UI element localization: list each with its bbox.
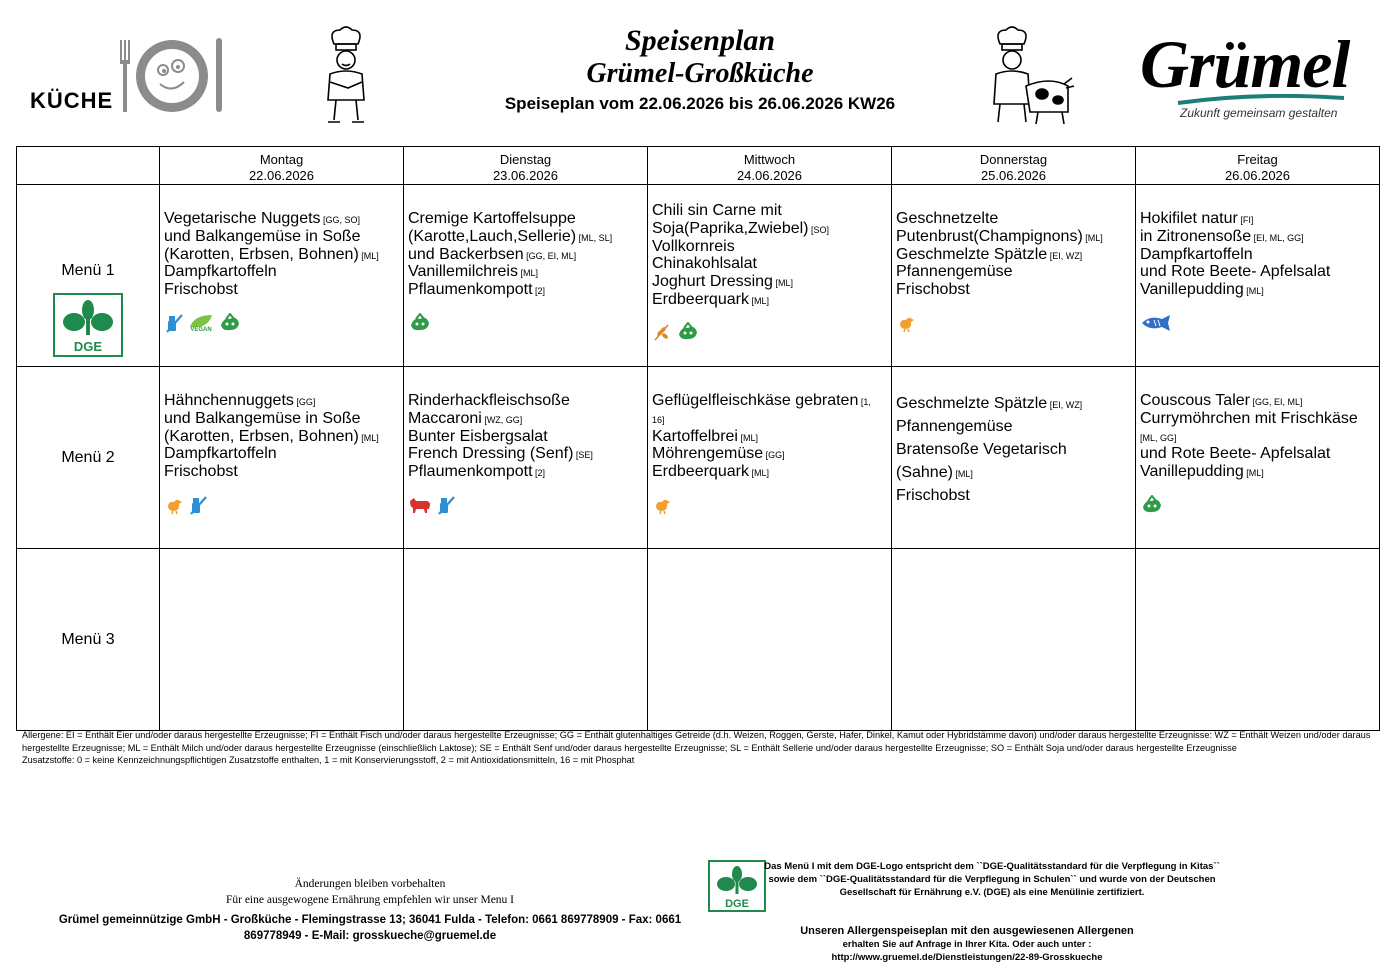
meal-cell	[160, 549, 404, 731]
dish-line	[652, 203, 887, 221]
day-date: 25.06.2026	[980, 168, 1047, 183]
vegan-icon	[188, 313, 214, 338]
meal-cell	[404, 367, 648, 549]
dish-text: Vanillemilchreis	[408, 263, 518, 281]
dish-line	[652, 274, 887, 292]
allergen-plan-text: Unseren Allergenspeiseplan mit den ausgewiesenen Allergenen	[800, 925, 1134, 937]
menu-label-cell	[17, 549, 160, 731]
dish-line	[408, 282, 643, 300]
allergen-code: [ML]	[748, 295, 769, 306]
dish-line	[896, 282, 1131, 300]
kueche-label: KÜCHE	[30, 88, 114, 113]
allergen-code: [ML, SL]	[576, 232, 613, 243]
dish-text: Bunter Eisbergsalat	[408, 427, 548, 445]
dish-line	[652, 221, 887, 239]
dish-text: Rinderhackfleischsoße	[408, 392, 570, 409]
dish-line	[896, 416, 1131, 439]
allergen-request-text: erhalten Sie auf Anfrage in Ihrer Kita. Oder auch unter :	[842, 939, 1092, 950]
dish-line	[1140, 429, 1375, 447]
allergen-code: [ML]	[1082, 232, 1103, 243]
dish-line	[408, 211, 643, 229]
brand-tagline: Zukunft gemeinsam gestalten	[1180, 106, 1338, 120]
dish-text: Frischobst	[164, 281, 238, 299]
gruemel-logo	[1140, 26, 1366, 122]
allergen-code: [ML]	[748, 468, 769, 479]
day-header	[1136, 147, 1380, 185]
day-header	[404, 147, 648, 185]
dish-line	[1140, 211, 1375, 229]
dish-text: Chinakohlsalat	[652, 255, 757, 273]
dish-text: Vegetarische Nuggets	[164, 210, 321, 227]
allergen-code: [GG]	[293, 397, 316, 407]
chef-cow-illustration-icon	[980, 24, 1076, 128]
menu-row	[17, 549, 1380, 731]
dish-line	[164, 411, 399, 429]
allergen-code: [SE]	[573, 450, 593, 461]
day-date: 26.06.2026	[1224, 168, 1291, 183]
allergen-plan-note	[764, 924, 1170, 964]
dish-line	[1140, 247, 1375, 265]
dish-line	[1140, 282, 1375, 300]
dish-line	[652, 393, 887, 411]
allergen-code: [ML]	[1243, 286, 1264, 297]
meal-cell	[892, 549, 1136, 731]
dish-text: Putenbrust(Champignons)	[896, 227, 1083, 245]
dish-text: Joghurt Dressing	[652, 273, 773, 291]
dish-line	[164, 211, 399, 229]
dish-line	[164, 429, 399, 447]
menu-label: Menü 2	[61, 448, 115, 466]
dish-text: Vanillepudding	[1140, 463, 1244, 481]
page-title: Speisenplan	[624, 24, 776, 57]
poultry-icon	[164, 495, 184, 520]
dish-text: (Karotte,Lauch,Sellerie)	[408, 227, 577, 245]
dish-text: Maccaroni	[408, 409, 482, 427]
menu-label-cell	[17, 367, 160, 549]
allergen-text: Allergene: EI = Enthält Eier und/oder daraus hergestellte Erzeugnisse; FI = Enthält Fisch und/oder daraus hergestellte Erzeugnisse; GG = Enthält glutenhaltiges Getreide (d.h. Weizen, Roggen, Gerste, Hafer, Dinkel, Kamut oder Hybridstämme davon) und/oder daraus hergestellte Erzeugnisse: WZ = Enthält Weizen und/oder daraus hergestellte Erzeugnisse; ML = Enthält Milch und/oder daraus hergestellte Erzeugnisse (einschließlich Laktose); SE = Enthält Senf und/oder daraus hergestellte Erzeugnisse; SL = Enthält Sellerie und/oder daraus hergestellte Erzeugnisse; SO = Enthält Soja und/oder daraus hergestellte Erzeugnisse	[22, 730, 1371, 753]
no-pork-icon	[436, 495, 456, 520]
title-block	[470, 24, 930, 116]
allergen-code: [ML]	[737, 432, 758, 443]
dish-line	[652, 411, 887, 429]
dish-line	[1140, 264, 1375, 282]
meal-cell	[1136, 185, 1380, 367]
allergen-code: [WZ, GG]	[481, 414, 523, 425]
dish-line	[1140, 393, 1375, 411]
vegetarian-icon	[218, 313, 242, 338]
dish-text: und Backerbsen	[408, 245, 524, 263]
day-name: Freitag	[1237, 152, 1278, 167]
dish-line	[408, 264, 643, 282]
day-name: Dienstag	[499, 152, 552, 167]
dish-text: und Balkangemüse in Soße	[164, 409, 361, 427]
dish-line	[652, 239, 887, 257]
dish-text: Geschmelzte Spätzle	[896, 395, 1048, 412]
dge-leaf-icon	[55, 295, 121, 355]
dish-text: Frischobst	[164, 463, 238, 481]
additives-text: Zusatzstoffe: 0 = keine Kennzeichnungspflichtigen Zusatzstoffe enthalten, 1 = mit Konservierungsstoff, 2 = mit Antioxidationsmitteln, 16 = mit Phosphat	[22, 755, 635, 765]
dge-logo	[53, 293, 123, 357]
dish-line	[896, 247, 1131, 265]
allergen-code: [ML]	[952, 469, 973, 479]
dish-text: Hokifilet natur	[1140, 210, 1238, 227]
svg-text:VEGAN: VEGAN	[190, 326, 212, 333]
allergen-code: [GG, SO]	[320, 215, 361, 225]
dish-text: Couscous Taler	[1140, 392, 1250, 409]
allergen-url-link[interactable]: http://www.gruemel.de/Dienstleistungen/22-89-Grosskueche	[831, 952, 1103, 963]
dish-text: Erdbeerquark	[652, 463, 749, 481]
kueche-logo	[30, 36, 230, 116]
meal-icons	[408, 496, 643, 518]
meal-icons	[408, 314, 643, 336]
dish-line	[408, 464, 643, 482]
dish-line	[408, 446, 643, 464]
day-date: 22.06.2026	[248, 168, 315, 183]
dish-line	[408, 229, 643, 247]
dish-text: Currymöhrchen mit Frischkäse	[1140, 409, 1358, 427]
dish-text: Cremige Kartoffelsuppe	[408, 210, 576, 227]
vegetarian-icon	[408, 313, 432, 338]
menu-label-cell	[17, 185, 160, 367]
dish-text: Vollkornreis	[652, 237, 735, 255]
brand-name: Grümel	[1140, 26, 1350, 102]
allergen-code: [ML]	[772, 278, 793, 289]
dish-line	[164, 282, 399, 300]
meal-cell	[404, 549, 648, 731]
company-address: Grümel gemeinnützige GmbH - Großküche - Flemingstrasse 13; 36041 Fulda - Telefon: 0661 869778909 - Fax: 0661 869778949 - E-Mail: grosskueche@gruemel.de	[58, 914, 682, 942]
dish-text: Geflügelfleischkäse gebraten	[652, 392, 859, 409]
menu-table	[16, 146, 1380, 731]
dish-line	[652, 464, 887, 482]
dish-text: Pflaumenkompott	[408, 281, 533, 299]
day-header	[160, 147, 404, 185]
dish-line	[164, 464, 399, 482]
poultry-icon	[652, 495, 672, 520]
meal-cell	[1136, 549, 1380, 731]
dish-text: Pflaumenkompott	[408, 463, 533, 481]
day-name: Montag	[259, 152, 304, 167]
meal-icons	[896, 314, 1131, 336]
day-header-row	[17, 147, 1380, 185]
vegetarian-icon	[676, 322, 700, 347]
plan-period: Speiseplan vom 22.06.2026 bis 26.06.2026 KW26	[504, 94, 896, 113]
meal-icons	[164, 314, 399, 336]
allergen-code: [GG]	[763, 450, 785, 461]
allergen-code: [EI, WZ]	[1047, 400, 1083, 410]
dish-line	[164, 247, 399, 265]
dish-text: Chili sin Carne mit	[652, 202, 782, 219]
page-header	[0, 0, 1394, 140]
day-date: 24.06.2026	[736, 168, 803, 183]
dish-line	[408, 247, 643, 265]
day-header	[892, 147, 1136, 185]
dish-text: Möhrengemüse	[652, 445, 764, 463]
meal-cell	[1136, 367, 1380, 549]
allergen-code: [FI]	[1237, 215, 1254, 225]
dish-text: Hähnchennuggets	[164, 392, 294, 409]
allergen-code: [1,	[858, 397, 871, 407]
meal-icons	[1140, 314, 1375, 336]
dish-text: (Karotten, Erbsen, Bohnen)	[164, 427, 359, 445]
meal-icons	[652, 324, 887, 346]
dish-line	[1140, 446, 1375, 464]
dish-text: Kartoffelbrei	[652, 427, 738, 445]
dish-line	[896, 264, 1131, 282]
allergen-code: [GG, EI, ML]	[1249, 397, 1303, 407]
whole-grain-icon	[652, 322, 672, 347]
meal-cell	[892, 185, 1136, 367]
meal-icons	[652, 496, 887, 518]
dge-label: DGE	[73, 339, 103, 354]
dish-line	[408, 411, 643, 429]
dish-line	[164, 229, 399, 247]
allergen-code: [ML]	[358, 432, 379, 443]
brand-swoosh-icon	[1176, 94, 1346, 106]
dish-line	[408, 393, 643, 411]
dish-text: in Zitronensoße	[1140, 227, 1252, 245]
corner-cell	[17, 147, 160, 185]
dish-line	[164, 446, 399, 464]
dish-line	[652, 256, 887, 274]
dish-line	[1140, 464, 1375, 482]
dish-text: Dampfkartoffeln	[164, 263, 277, 281]
dish-text: Frischobst	[896, 281, 970, 299]
dish-line	[1140, 411, 1375, 429]
allergen-code: [ML]	[1243, 468, 1264, 479]
dish-line	[652, 429, 887, 447]
meal-cell	[160, 367, 404, 549]
allergen-code: [ML]	[517, 268, 538, 279]
dish-text: und Balkangemüse in Soße	[164, 227, 361, 245]
dish-text: (Karotten, Erbsen, Bohnen)	[164, 245, 359, 263]
meal-cell	[648, 367, 892, 549]
dish-text: Dampfkartoffeln	[1140, 245, 1253, 263]
dish-line	[164, 264, 399, 282]
dish-text: (Sahne)	[896, 464, 953, 481]
day-name: Donnerstag	[979, 152, 1048, 167]
day-name: Mittwoch	[743, 152, 796, 167]
day-date: 23.06.2026	[492, 168, 559, 183]
allergen-code: [EI, ML, GG]	[1251, 232, 1304, 243]
allergen-code: 16]	[652, 414, 665, 425]
meal-cell	[404, 185, 648, 367]
allergen-code: [EI, WZ]	[1047, 250, 1083, 261]
dish-text: Geschnetzelte	[896, 210, 999, 227]
meal-cell	[648, 549, 892, 731]
meal-icons	[164, 496, 399, 518]
no-pork-icon	[164, 313, 184, 338]
allergen-code: [ML, GG]	[1140, 432, 1177, 443]
footer-dge-logo	[708, 860, 766, 912]
dish-text: Geschmelzte Spätzle	[896, 245, 1048, 263]
menu-label: Menü 1	[61, 261, 115, 279]
dish-text: Frischobst	[896, 487, 970, 504]
changes-note: Änderungen bleiben vorbehalten	[294, 878, 446, 890]
dish-text: French Dressing (Senf)	[408, 445, 574, 463]
dish-line	[896, 211, 1131, 229]
dish-text: Vanillepudding	[1140, 281, 1244, 299]
dish-text: Pfannengemüse	[896, 263, 1013, 281]
allergen-code: [SO]	[808, 224, 830, 235]
allergen-code: [ML]	[358, 250, 379, 261]
dish-text: Bratensoße Vegetarisch	[896, 441, 1067, 458]
meal-cell	[892, 367, 1136, 549]
chef-illustration-icon	[318, 24, 374, 128]
menu-row	[17, 367, 1380, 549]
dish-text: Soja(Paprika,Zwiebel)	[652, 219, 809, 237]
dge-certification-note: Das Menü I mit dem DGE-Logo entspricht dem ``DGE-Qualitätsstandard für die Verpflegung in Kitas`` sowie dem ``DGE-Qualitätsstandard für die Verpflegung in Schulen`` und wurde von der Deutschen Gesellschaft für Ernährung e.V. (DGE) als eine Menülinie zertifiziert.	[764, 861, 1220, 898]
allergen-code: [GG, EI, ML]	[523, 250, 577, 261]
plate-cutlery-icon	[116, 36, 230, 116]
dish-line	[896, 485, 1131, 508]
poultry-icon	[896, 313, 916, 338]
menu-label: Menü 3	[61, 630, 115, 648]
dge-label: DGE	[725, 898, 749, 910]
dish-line	[1140, 229, 1375, 247]
meal-cell	[160, 185, 404, 367]
no-pork-icon	[188, 495, 208, 520]
dish-text: und Rote Beete- Apfelsalat	[1140, 445, 1331, 463]
meal-cell	[648, 185, 892, 367]
dish-text: Pfannengemüse	[896, 418, 1013, 435]
day-header	[648, 147, 892, 185]
dish-line	[652, 292, 887, 310]
dish-line	[896, 462, 1131, 485]
dish-line	[896, 439, 1131, 462]
vegetarian-icon	[1140, 495, 1164, 520]
beef-icon	[408, 495, 432, 520]
dish-line	[896, 393, 1131, 416]
footer-contact	[40, 876, 700, 944]
dish-line	[652, 446, 887, 464]
allergen-code: [2]	[532, 468, 546, 479]
page-subtitle: Grümel-Großküche	[586, 58, 814, 89]
dish-line	[408, 429, 643, 447]
dge-leaf-icon	[710, 862, 764, 910]
dish-text: Erdbeerquark	[652, 290, 749, 308]
dish-line	[164, 393, 399, 411]
menu-row	[17, 185, 1380, 367]
dish-text: und Rote Beete- Apfelsalat	[1140, 263, 1331, 281]
allergen-legend	[22, 729, 1372, 767]
dish-text: Dampfkartoffeln	[164, 445, 277, 463]
meal-icons	[1140, 496, 1375, 518]
dish-line	[896, 229, 1131, 247]
allergen-code: [2]	[532, 286, 546, 297]
fish-icon	[1140, 313, 1174, 338]
recommendation-note: Für eine ausgewogene Ernährung empfehlen wir unser Menu I	[225, 894, 515, 906]
